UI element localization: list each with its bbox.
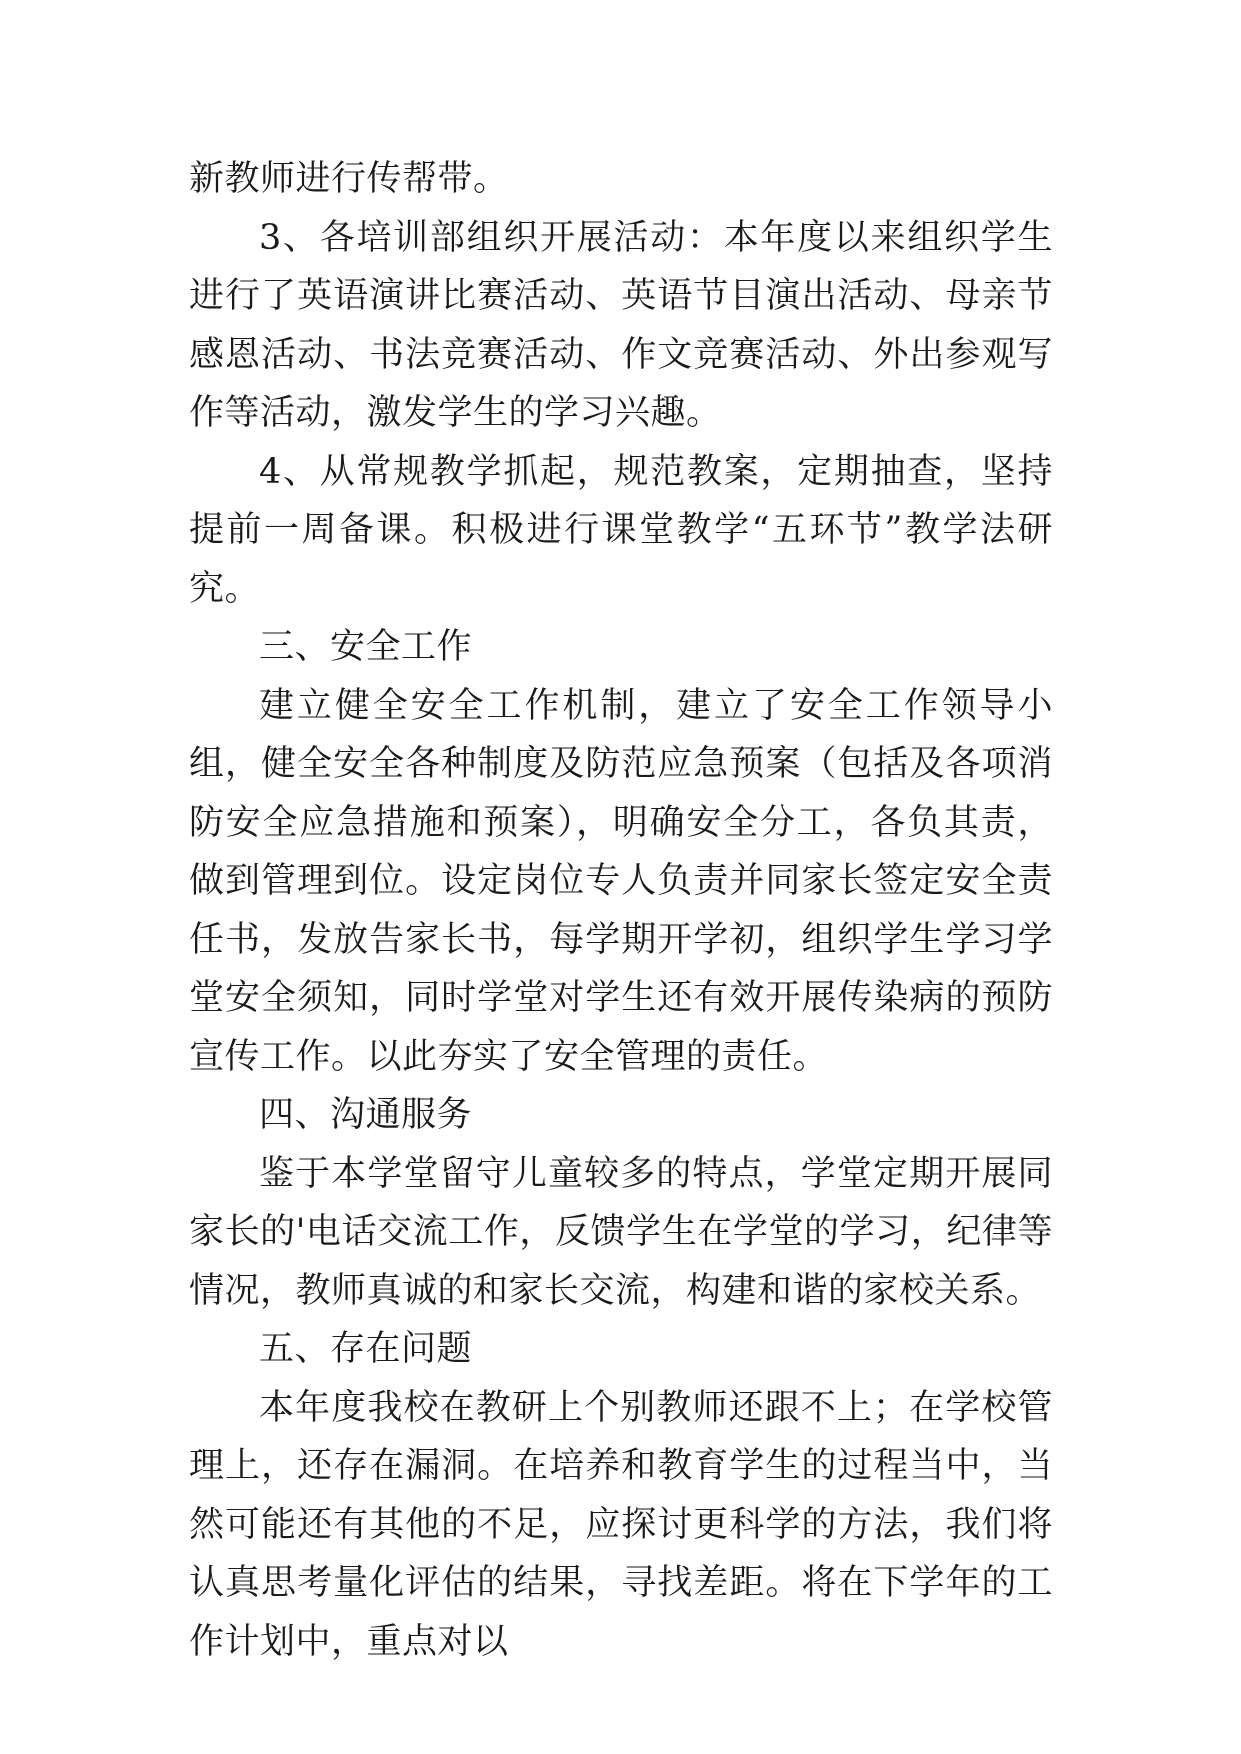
section-heading-problems: 五、存在问题 <box>259 1329 473 1369</box>
document-body <box>189 150 1053 1671</box>
paragraph-continuation: 新教师进行传帮带。 <box>189 159 509 199</box>
paragraph-activities: 3、各培训部组织开展活动：本年度以来组织学生进行了英语演讲比赛活动、英语节目演出活动、母亲节感恩活动、书法竞赛活动、作文竞赛活动、外出参观写作等活动，激发学生的学习兴趣。 <box>189 217 1053 433</box>
paragraph-routine-teaching: 4、从常规教学抓起，规范教案，定期抽查，坚持提前一周备课。积极进行课堂教学“五环节”教学法研究。 <box>189 451 1053 609</box>
paragraph-communication: 鉴于本学堂留守儿童较多的特点，学堂定期开展同家长的'电话交流工作，反馈学生在学堂的学习，纪律等情况，教师真诚的和家长交流，构建和谐的家校关系。 <box>189 1153 1053 1311</box>
paragraph-safety: 建立健全安全工作机制，建立了安全工作领导小组，健全安全各种制度及防范应急预案（包括及各项消防安全应急措施和预案），明确安全分工，各负其责，做到管理到位。设定岗位专人负责并同家长签定安全责任书，发放告家长书，每学期开学初，组织学生学习学堂安全须知，同时学堂对学生还有效开展传染病的预防宣传工作。以此夯实了安全管理的责任。 <box>189 685 1053 1077</box>
section-heading-safety: 三、安全工作 <box>259 627 473 667</box>
paragraph-problems: 本年度我校在教研上个别教师还跟不上；在学校管理上，还存在漏洞。在培养和教育学生的过程当中，当然可能还有其他的不足，应探讨更科学的方法，我们将认真思考量化评估的结果，寻找差距。将在下学年的工作计划中，重点对以 <box>189 1387 1053 1662</box>
section-heading-communication: 四、沟通服务 <box>259 1095 473 1135</box>
